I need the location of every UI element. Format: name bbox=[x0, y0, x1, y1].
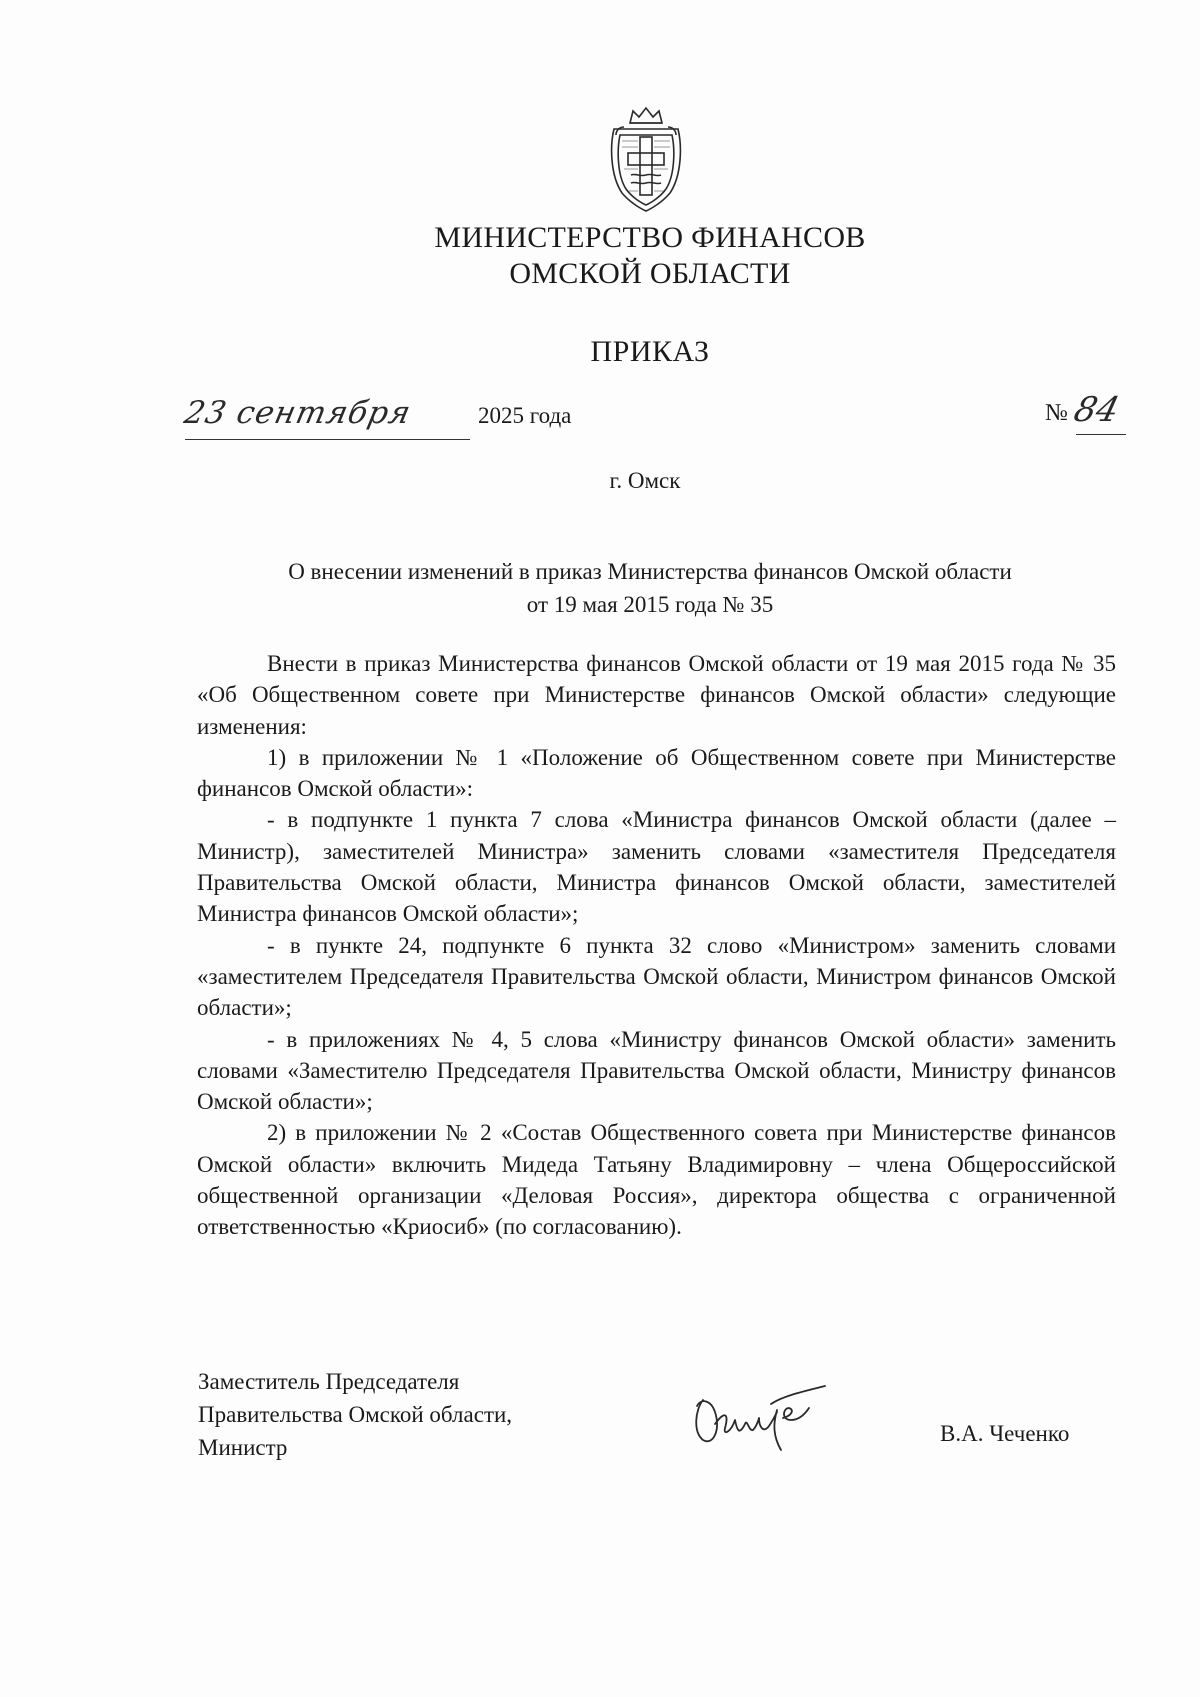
order-body bbox=[197, 648, 1116, 1243]
number-sign: № bbox=[1045, 400, 1068, 426]
ministry-name-line1: МИНИСТЕРСТВО ФИНАНСОВ bbox=[434, 221, 866, 254]
subject-line2: от 19 мая 2015 года № 35 bbox=[526, 592, 774, 617]
omsk-coat-of-arms-icon bbox=[600, 105, 692, 215]
number-underline bbox=[1076, 434, 1126, 435]
handwritten-date: 23 сентября bbox=[181, 395, 415, 431]
position-line1: Заместитель Председателя bbox=[198, 1369, 460, 1394]
body-paragraph: 1) в приложении № 1 «Положение об Общественном совете при Министерстве финансов Омской области»: bbox=[197, 744, 1116, 802]
ministry-name-line2: ОМСКОЙ ОБЛАСТИ bbox=[509, 257, 791, 290]
date-year: 2025 года bbox=[478, 403, 572, 428]
document-title: ПРИКАЗ bbox=[590, 335, 710, 368]
position-line3: Министр bbox=[198, 1435, 288, 1460]
handwritten-order-number: 84 bbox=[1070, 390, 1124, 430]
body-paragraph: 2) в приложении № 2 «Состав Общественного совета при Министерстве финансов Омской области» включить Мидеда Татьяну Владимировну – члена Общероссийской общественной организации «Деловая Россия», директора общества с ограниченной ответственностью «Криосиб» (по согласованию). bbox=[197, 1120, 1116, 1240]
subject-line1: О внесении изменений в приказ Министерства финансов Омской области bbox=[288, 559, 1012, 584]
order-subject bbox=[180, 555, 1120, 621]
body-paragraph: - в подпункте 1 пункта 7 слова «Министра финансов Омской области (далее – Министр), заместителей Министра» заменить словами «заместителя Председателя Правительства Омской области, Министра финансов Омской области, заместителей Министра финансов Омской области»; bbox=[197, 807, 1116, 927]
signatory-name: В.А. Чеченко bbox=[940, 1421, 1070, 1446]
body-paragraph: Внести в приказ Министерства финансов Омской области от 19 мая 2015 года № 35 «Об Общественном совете при Министерстве финансов Омской области» следующие изменения: bbox=[197, 651, 1116, 739]
city: г. Омск bbox=[609, 468, 681, 493]
ministry-name bbox=[300, 220, 1000, 292]
body-paragraph: - в пункте 24, подпункте 6 пункта 32 слово «Министром» заменить словами «заместителем Председателя Правительства Омской области, Министром финансов Омской области»; bbox=[197, 932, 1116, 1021]
signatory-position bbox=[198, 1365, 512, 1464]
position-line2: Правительства Омской области, bbox=[198, 1402, 513, 1427]
date-underline bbox=[185, 439, 470, 440]
body-paragraph: - в приложениях № 4, 5 слова «Министру финансов Омской области» заменить словами «Заместителю Председателя Правительства Омской области, Министру финансов Омской области»; bbox=[197, 1026, 1116, 1115]
handwritten-signature-icon bbox=[685, 1380, 835, 1455]
order-date bbox=[181, 395, 605, 443]
